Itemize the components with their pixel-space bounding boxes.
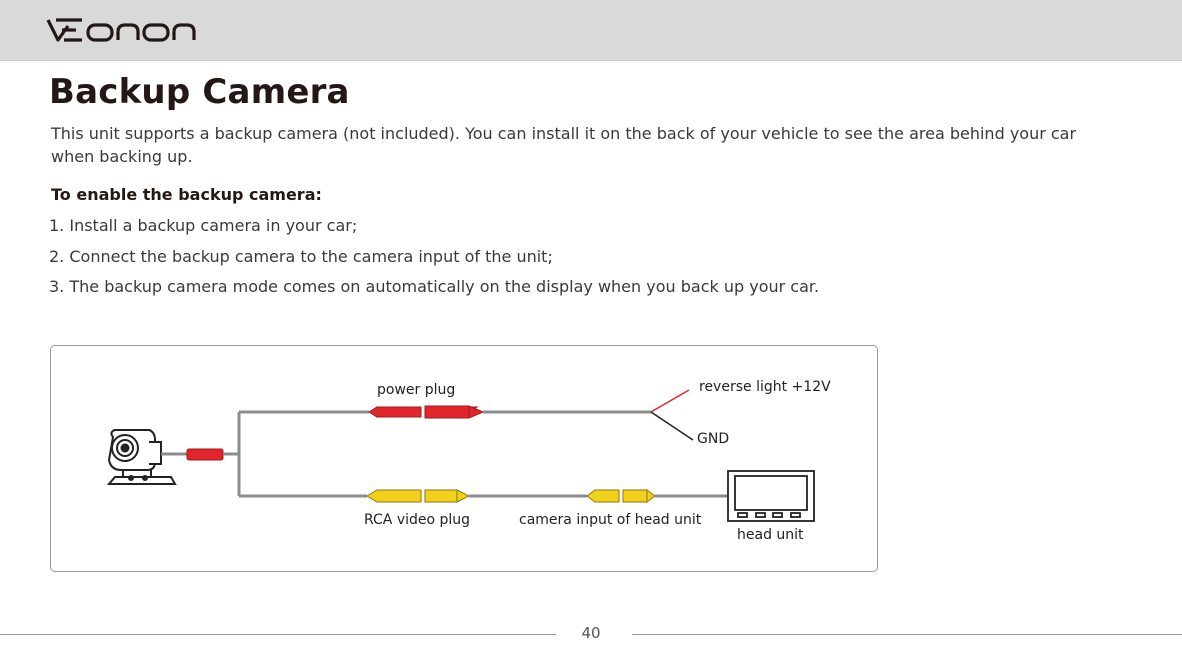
- wiring-diagram: [50, 345, 878, 572]
- steps-heading: To enable the backup camera:: [51, 185, 322, 204]
- head-unit-label: head unit: [737, 527, 804, 543]
- intro-paragraph: This unit supports a backup camera (not included). You can install it on the back of your vehicle to see the area behind your car when backing up.: [51, 124, 1077, 166]
- reverse-light-wire: [651, 390, 689, 412]
- power-plug-icon: [369, 406, 483, 418]
- eonon-logo-icon: [46, 16, 198, 44]
- step-item: 1. Install a backup camera in your car;: [49, 216, 358, 235]
- footer-divider-right: [632, 634, 1182, 635]
- camera-input-plug-icon: [587, 490, 655, 502]
- backup-camera-icon: [109, 430, 175, 484]
- gnd-label: GND: [697, 431, 730, 447]
- power-plug-label: power plug: [377, 382, 456, 398]
- step-item: 2. Connect the backup camera to the camera input of the unit;: [49, 246, 553, 266]
- header-bar: [0, 0, 1182, 61]
- wiring-diagram-svg: [51, 346, 877, 571]
- head-unit-icon: [728, 471, 814, 521]
- rca-video-plug-label: RCA video plug: [364, 512, 471, 528]
- rca-video-plug-icon: [367, 490, 469, 502]
- camera-input-label: camera input of head unit: [519, 512, 702, 528]
- camera-connector: [187, 449, 223, 460]
- page-title: Backup Camera: [49, 72, 350, 112]
- gnd-wire: [651, 412, 693, 440]
- footer-divider-left: [0, 634, 556, 635]
- reverse-light-label: reverse light +12V: [699, 379, 831, 395]
- steps-list: [49, 216, 819, 308]
- step-item: 3. The backup camera mode comes on automatically on the display when you back up your car.: [49, 277, 820, 296]
- page-number: 40: [581, 624, 601, 642]
